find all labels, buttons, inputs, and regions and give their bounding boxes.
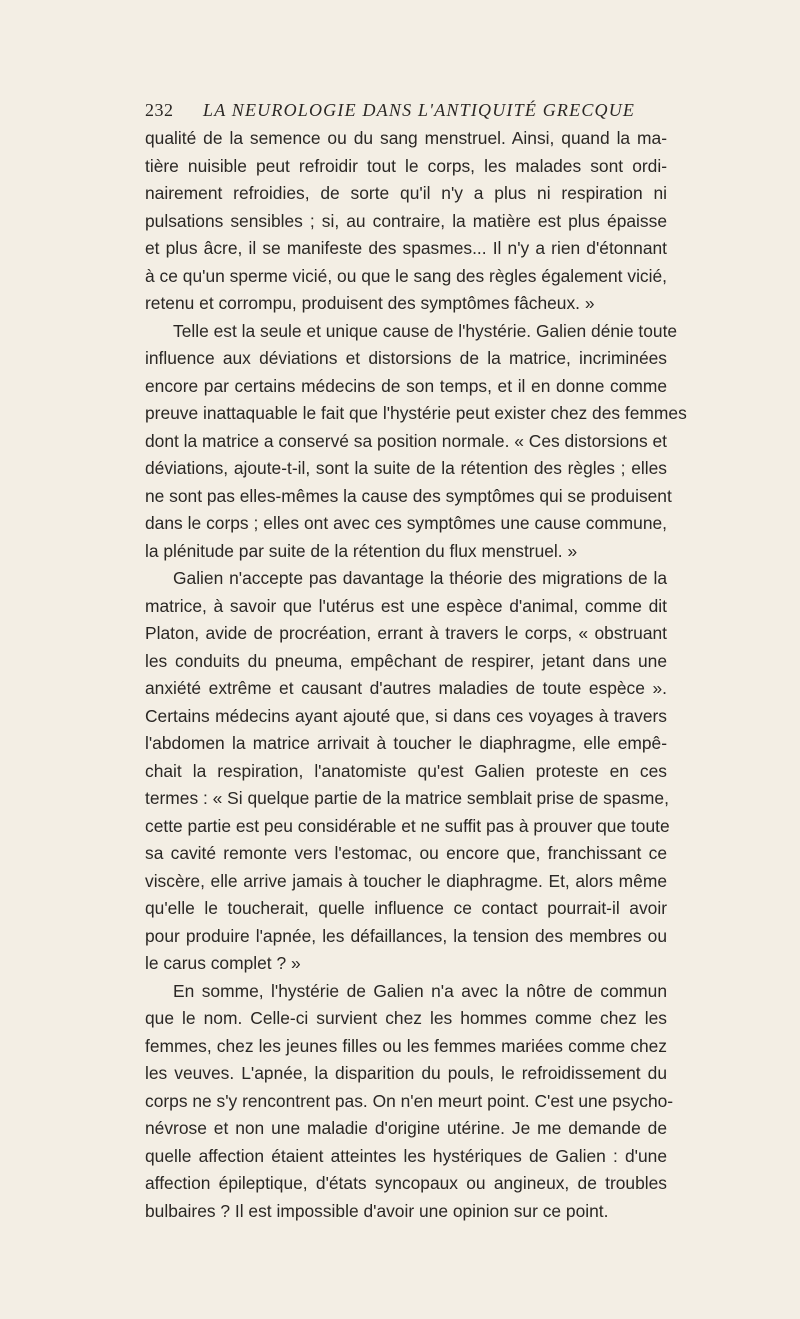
text-line: névrose et non une maladie d'origine utérine. Je me demande de — [145, 1118, 667, 1138]
text-line: bulbaires ? Il est impossible d'avoir une opinion sur ce point. — [145, 1200, 609, 1221]
running-head — [145, 100, 665, 124]
text-line: anxiété extrême et causant d'autres maladies de toute espèce ». — [145, 678, 667, 698]
text-line: chait la respiration, l'anatomiste qu'est Galien proteste en ces — [145, 760, 667, 781]
text-line: influence aux déviations et distorsions de la matrice, incriminées — [145, 348, 667, 368]
text-line: et plus âcre, il se manifeste des spasmes... Il n'y a rien d'étonnant — [145, 238, 667, 258]
text-line: la plénitude par suite de la rétention du flux menstruel. » — [145, 540, 578, 561]
text-line: encore par certains médecins de son temps, et il en donne comme — [145, 375, 667, 396]
text-line: l'abdomen la matrice arrivait à toucher le diaphragme, elle empê- — [145, 733, 667, 753]
text-line: En somme, l'hystérie de Galien n'a avec la nôtre de commun — [173, 980, 667, 1001]
text-line: nairement refroidies, de sorte qu'il n'y a plus ni respiration ni — [145, 183, 667, 203]
running-title: LA NEUROLOGIE DANS L'ANTIQUITÉ GRECQUE — [203, 100, 636, 120]
page-number: 232 — [145, 100, 174, 120]
paragraph-2 — [145, 318, 687, 566]
text-line: sa cavité remonte vers l'estomac, ou encore que, franchissant ce — [145, 843, 667, 863]
text-line: termes : « Si quelque partie de la matrice semblait prise de spasme, — [145, 788, 669, 808]
paragraph-4 — [145, 978, 674, 1226]
text-line: déviations, ajoute-t-il, sont la suite de la rétention des règles ; elles — [145, 458, 667, 478]
text-line: Telle est la seule et unique cause de l'hystérie. Galien dénie toute — [173, 320, 678, 341]
text-line: dans le corps ; elles ont avec ces symptômes une cause commune, — [145, 513, 667, 533]
text-line: quelle affection étaient atteintes les hystériques de Galien : d'une — [145, 1145, 667, 1166]
paragraph-3 — [145, 565, 670, 978]
text-line: les veuves. L'apnée, la disparition du pouls, le refroidissement du — [145, 1063, 667, 1083]
text-line: les conduits du pneuma, empêchant de respirer, jetant dans une — [145, 650, 667, 671]
text-line: cette partie est peu considérable et ne suffit pas à prouver que toute — [145, 815, 670, 836]
text-line: pour produire l'apnée, les défaillances, la tension des membres ou — [145, 925, 667, 946]
paragraph-1 — [145, 125, 667, 318]
text-line: Galien n'accepte pas davantage la théorie des migrations de la — [173, 568, 667, 588]
text-line: que le nom. Celle-ci survient chez les hommes comme chez les — [145, 1008, 667, 1028]
text-line: Certains médecins ayant ajouté que, si dans ces voyages à travers — [145, 705, 667, 726]
text-line: affection épileptique, d'états syncopaux ou angineux, de troubles — [145, 1173, 667, 1193]
text-line: femmes, chez les jeunes filles ou les femmes mariées comme chez — [145, 1035, 667, 1056]
text-line: pulsations sensibles ; si, au contraire, la matière est plus épaisse — [145, 210, 667, 231]
text-line: qu'elle le toucherait, quelle influence ce contact pourrait-il avoir — [145, 898, 667, 918]
text-line: le carus complet ? » — [145, 953, 301, 973]
text-line: à ce qu'un sperme vicié, ou que le sang des règles également vicié, — [145, 265, 667, 286]
text-line: preuve inattaquable le fait que l'hystérie peut exister chez des femmes — [145, 403, 687, 423]
text-line: Platon, avide de procréation, errant à travers le corps, « obstruant — [145, 623, 667, 643]
text-line: qualité de la semence ou du sang menstruel. Ainsi, quand la ma- — [145, 128, 667, 148]
text-line: matrice, à savoir que l'utérus est une espèce d'animal, comme dit — [145, 595, 667, 616]
text-line: ne sont pas elles-mêmes la cause des symptômes qui se produisent — [145, 485, 672, 506]
text-line: dont la matrice a conservé sa position normale. « Ces distorsions et — [145, 430, 667, 451]
text-line: viscère, elle arrive jamais à toucher le diaphragme. Et, alors même — [145, 870, 667, 891]
body-text — [145, 125, 687, 1225]
text-line: corps ne s'y rencontrent pas. On n'en meurt point. C'est une psycho- — [145, 1090, 674, 1111]
text-line: tière nuisible peut refroidir tout le corps, les malades sont ordi- — [145, 155, 667, 176]
text-line: retenu et corrompu, produisent des symptômes fâcheux. » — [145, 293, 595, 313]
